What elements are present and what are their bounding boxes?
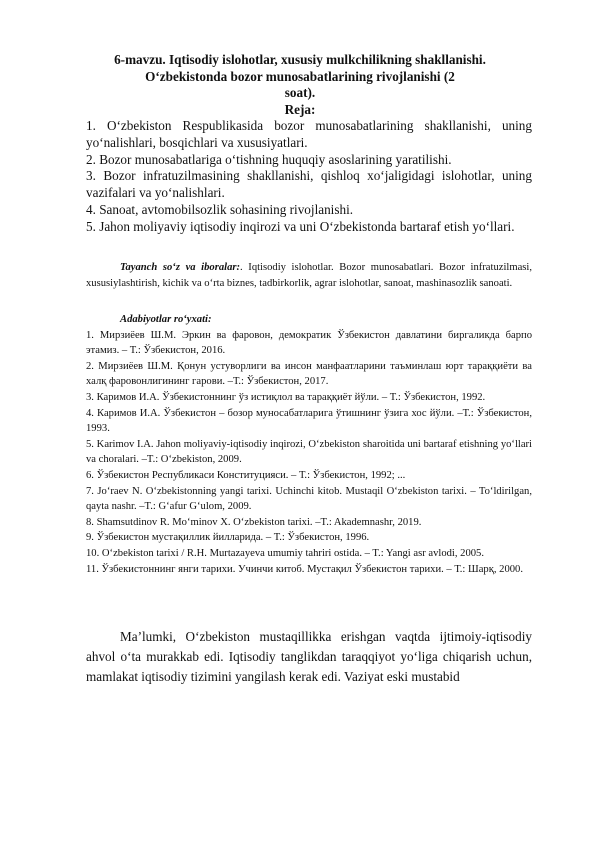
body-text-section: [86, 627, 532, 687]
reference-item: 2. Мирзиёев Ш.М. Қонун устуворлиги ва инсон манфаатларини таъминлаш юрт тараққиёти ва халқ фаровонлигининг гарови. –Т.: Ўзбекистон, 2017.: [86, 360, 532, 388]
keywords-paragraph: [86, 260, 532, 291]
lecture-title-block: [80, 52, 520, 118]
reference-item: 7. Jo‘raev N. O‘zbekistonning yangi tarixi. Uchinchi kitob. Mustaqil O‘zbekiston tarixi. – To‘ldirilgan, qayta nashr. –T.: G‘afur G‘ulom, 2009.: [86, 485, 532, 513]
title-line-1: 6-mavzu. Iqtisodiy islohotlar, xususiy mulkchilikning shakllanishi.: [114, 52, 486, 67]
reference-item: 1. Мирзиёев Ш.М. Эркин ва фаровон, демократик Ўзбекистон давлатини биргаликда барпо этамиз. – Т.: Ўзбекистон, 2016.: [86, 329, 532, 357]
reference-item: 6. Ўзбекистон Республикаси Конституцияси. – Т.: Ўзбекистон, 1992; ...: [86, 469, 406, 481]
reference-item: 8. Shamsutdinov R. Mo‘minov X. O‘zbekiston tarixi. –T.: Akademnashr, 2019.: [86, 516, 422, 528]
title-line-3: soat).: [284, 85, 316, 101]
references-heading: Adabiyotlar ro‘yxati:: [120, 314, 212, 325]
reference-item: 9. Ўзбекистон мустақиллик йилларида. – Т.: Ўзбекистон, 1996.: [86, 532, 370, 544]
plan-heading: Reja:: [284, 101, 316, 117]
reference-item: 4. Каримов И.А. Ўзбекистон – бозор муносабатларига ўтишнинг ўзига хос йўли. –Т.: Ўзбекистон, 1993.: [86, 407, 532, 435]
reference-item: 3. Каримов И.А. Ўзбекистоннинг ўз истиқлол ва тараққиёт йўли. – Т.: Ўзбекистон, 1992.: [86, 391, 486, 403]
reference-item: 11. Ўзбекистоннинг янги тарихи. Учинчи китоб. Мустақил Ўзбекистон тарихи. – Т.: Шарқ, 2000.: [86, 563, 523, 575]
plan-list: [86, 118, 532, 236]
plan-item: 3. Bozor infratuzilmasining shakllanishi, qishloq xo‘jaligidagi islohotlar, uning vazifalari va yo‘nalishlari.: [86, 168, 532, 201]
keywords-label: Tayanch so‘z va iboralar:: [120, 262, 241, 273]
keywords-section: [86, 260, 532, 291]
plan-item: 5. Jahon moliyaviy iqtisodiy inqirozi va uni O‘zbekistonda bartaraf etish yo‘llari.: [86, 218, 515, 234]
keywords-text: . Iqtisodiy islohotlar. Bozor munosabatlari. Bozor infratuzilmasi, xususiylashtirish, kichik va o‘rta biznes, tadbirkorlik, agrar islohotlar, sanoat, mashinasozlik sanoati.: [86, 262, 532, 289]
plan-item: 1. O‘zbekiston Respublikasida bozor munosabatlarining shakllanishi, uning yo‘nalishlari, bosqichlari va xususiyatlari.: [86, 118, 532, 150]
plan-item: 4. Sanoat, avtomobilsozlik sohasining rivojlanishi.: [86, 201, 354, 217]
plan-item: 2. Bozor munosabatlariga o‘tishning huquqiy asoslarining yaratilishi.: [86, 151, 452, 167]
title-line-2: O‘zbekistonda bozor munosabatlarining rivojlanishi (2: [145, 68, 455, 84]
reference-item: 5. Karimov I.A. Jahon moliyaviy-iqtisodiy inqirozi, O‘zbekiston sharoitida uni bartaraf etishning yo‘llari va choralari. –T.: O‘zbekiston, 2009.: [86, 438, 532, 466]
reference-item: 10. O‘zbekiston tarixi / R.H. Murtazayeva umumiy tahriri ostida. – T.: Yangi asr avlodi, 2005.: [86, 547, 484, 559]
references-section: [86, 312, 532, 577]
body-paragraph: Ma’lumki, O‘zbekiston mustaqillikka erishgan vaqtda ijtimoiy-iqtisodiy ahvol o‘ta murakkab edi. Iqtisodiy tanglikdan taraqqiyot yo‘liga chiqarish uchun, mamlakat iqtisodiy tizimini yangilash kerak edi. Vaziyat eski mustabid: [86, 629, 532, 684]
